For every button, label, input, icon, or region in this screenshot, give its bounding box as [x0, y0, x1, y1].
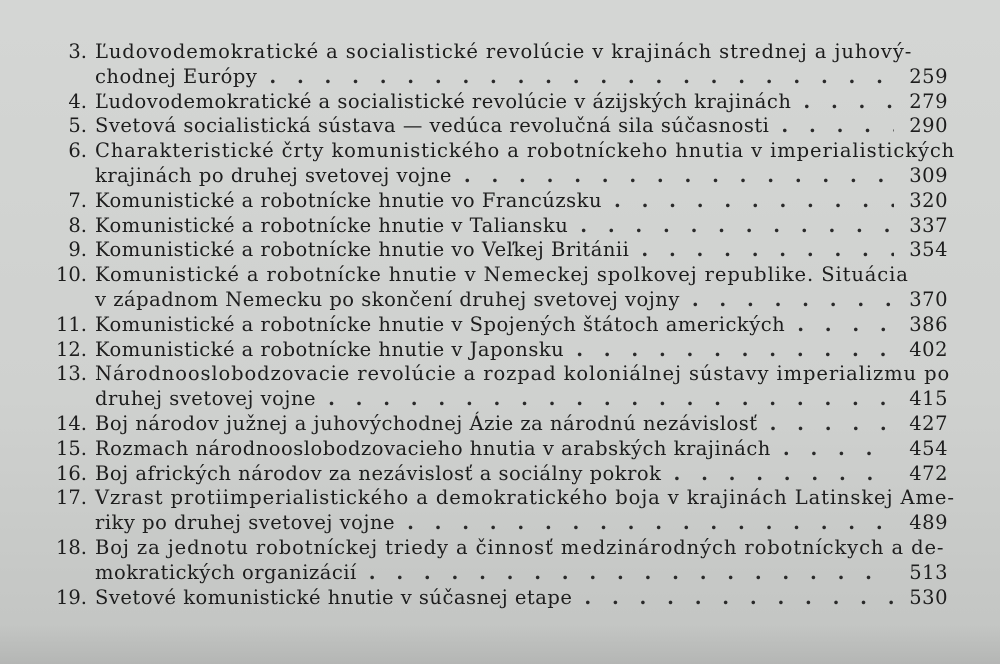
toc-entry	[48, 263, 948, 313]
toc-entry-number: 16.	[55, 461, 87, 485]
toc-entry-number: 13.	[55, 362, 87, 386]
dot-leader	[576, 338, 894, 363]
toc-entry-title: Charakteristické črty komunistického a robotníckeho hnutia v imperialistických	[95, 139, 956, 163]
toc-entry-title: druhej svetovej vojne	[95, 387, 317, 411]
toc-entry-number: 6.	[68, 139, 87, 163]
toc-entry-title: Komunistické a robotnícke hnutie vo Veľkej Británii	[95, 238, 630, 262]
toc-entry	[48, 412, 948, 437]
toc-entry-title: Ľudovodemokratické a socialistické revolúcie v krajinách strednej a juhový-	[95, 40, 913, 63]
toc-entry	[48, 114, 948, 139]
dot-leader	[770, 412, 894, 437]
toc-entry-title: chodnej Európy	[95, 64, 258, 88]
toc-line	[48, 40, 948, 65]
toc-entry-title: Komunistické a robotnícke hnutie v Japonsku	[95, 337, 565, 361]
toc-entry-title: Svetové komunistické hnutie v súčasnej etape	[95, 585, 573, 609]
toc-entry-number: 3.	[68, 40, 87, 63]
toc-entry	[48, 536, 948, 586]
toc-entry-number: 7.	[68, 188, 87, 212]
toc-line	[48, 338, 948, 363]
toc-entry	[48, 214, 948, 239]
toc-line	[48, 238, 948, 263]
toc-entry	[48, 189, 948, 214]
toc-line	[48, 313, 948, 338]
toc-entry	[48, 238, 948, 263]
toc-line	[48, 362, 951, 387]
toc-page-number: 513	[909, 560, 948, 584]
toc-line	[48, 139, 956, 164]
toc-entry-title: v západnom Nemecku po skončení druhej svetovej vojny	[95, 287, 680, 311]
toc-page-number: 259	[909, 64, 948, 88]
dot-leader	[584, 586, 894, 611]
toc-entry-title: Rozmach národnooslobodzovacieho hnutia v arabských krajinách	[95, 436, 771, 460]
toc-line	[48, 462, 948, 487]
toc-entry	[48, 90, 948, 115]
toc-entry-number: 14.	[55, 411, 87, 435]
toc-entry-number: 15.	[55, 436, 87, 460]
toc-page-number: 472	[909, 461, 948, 485]
toc-entry-number: 12.	[55, 337, 87, 361]
table-of-contents	[48, 40, 956, 610]
toc-entry	[48, 437, 948, 462]
toc-entry	[48, 486, 955, 536]
toc-line	[48, 114, 948, 139]
dot-leader	[674, 462, 895, 487]
dot-leader	[781, 114, 894, 139]
toc-line	[48, 486, 955, 511]
toc-entry	[48, 338, 948, 363]
toc-line	[48, 214, 948, 239]
dot-leader	[783, 437, 894, 462]
toc-entry-number: 19.	[55, 585, 87, 609]
toc-entry-title: Komunistické a robotnícke hnutie v Spojených štátoch amerických	[95, 312, 786, 336]
toc-line	[48, 65, 948, 90]
toc-entry-title: Ľudovodemokratické a socialistické revolúcie v ázijských krajinách	[95, 89, 792, 113]
dot-leader	[407, 511, 894, 536]
toc-entry-number: 17.	[55, 486, 87, 510]
toc-line	[48, 437, 948, 462]
toc-line	[48, 387, 948, 412]
toc-entry-title: Boj za jednotu robotníckej triedy a činnosť medzinárodných robotníckych a de-	[95, 535, 945, 559]
dot-leader	[797, 313, 894, 338]
toc-page-number: 489	[909, 511, 948, 535]
toc-entry-number: 9.	[68, 238, 87, 262]
dot-leader	[328, 387, 894, 412]
dot-leader	[803, 90, 894, 115]
toc-entry-number: 18.	[55, 535, 87, 559]
toc-entry-title: Boj národov južnej a juhovýchodnej Ázie za národnú nezávislosť	[95, 411, 758, 435]
toc-line	[48, 164, 948, 189]
page-shadow	[0, 624, 1000, 664]
dot-leader	[369, 561, 894, 586]
toc-entry	[48, 40, 948, 90]
toc-entry	[48, 586, 948, 611]
toc-entry-number: 5.	[68, 114, 87, 138]
toc-entry-title: Komunistické a robotnícke hnutie v Nemeckej spolkovej republike. Situácia	[95, 263, 909, 287]
toc-page-number: 290	[909, 114, 948, 138]
toc-page-number: 530	[909, 585, 948, 609]
toc-entry-title: Národnooslobodzovacie revolúcie a rozpad koloniálnej sústavy imperializmu po	[95, 362, 951, 386]
toc-line	[48, 536, 948, 561]
toc-entry-title: Svetová socialistická sústava — vedúca revolučná sila súčasnosti	[95, 114, 770, 138]
toc-line	[48, 90, 948, 115]
toc-line	[48, 586, 948, 611]
dot-leader	[614, 189, 894, 214]
toc-entry	[48, 313, 948, 338]
toc-line	[48, 288, 948, 313]
toc-entry-title: mokratických organizácií	[95, 560, 357, 584]
toc-page-number: 279	[909, 89, 948, 113]
toc-line	[48, 412, 948, 437]
toc-line	[48, 561, 948, 586]
toc-entry-title: Vzrast protiimperialistického a demokratického boja v krajinách Latinskej Ame-	[95, 486, 955, 510]
toc-line	[48, 189, 948, 214]
toc-entry-title: riky po druhej svetovej vojne	[95, 511, 396, 535]
toc-entry-title: krajinách po druhej svetovej vojne	[95, 163, 452, 187]
toc-page-number: 370	[909, 287, 948, 311]
toc-page-number: 309	[909, 163, 948, 187]
toc-line	[48, 263, 948, 288]
toc-page-number: 354	[909, 238, 948, 262]
dot-leader	[580, 214, 894, 239]
toc-entry-number: 8.	[68, 213, 87, 237]
toc-page-number: 402	[909, 337, 948, 361]
dot-leader	[692, 288, 894, 313]
toc-entry	[48, 462, 948, 487]
toc-page-number: 427	[909, 411, 948, 435]
toc-entry-number: 10.	[55, 263, 87, 287]
dot-leader	[464, 164, 894, 189]
toc-page-number: 386	[909, 312, 948, 336]
toc-page-number: 337	[909, 213, 948, 237]
toc-entry-number: 11.	[55, 312, 87, 336]
toc-entry-title: Boj afrických národov za nezávislosť a sociálny pokrok	[95, 461, 662, 485]
toc-entry	[48, 139, 956, 189]
toc-page-number: 415	[909, 387, 948, 411]
toc-entry	[48, 362, 951, 412]
toc-entry-title: Komunistické a robotnícke hnutie vo Francúzsku	[95, 188, 603, 212]
toc-line	[48, 511, 948, 536]
toc-page-number: 454	[909, 436, 948, 460]
dot-leader	[641, 238, 894, 263]
toc-entry-title: Komunistické a robotnícke hnutie v Taliansku	[95, 213, 569, 237]
toc-page-number: 320	[909, 188, 948, 212]
dot-leader	[269, 65, 894, 90]
toc-entry-number: 4.	[68, 89, 87, 113]
